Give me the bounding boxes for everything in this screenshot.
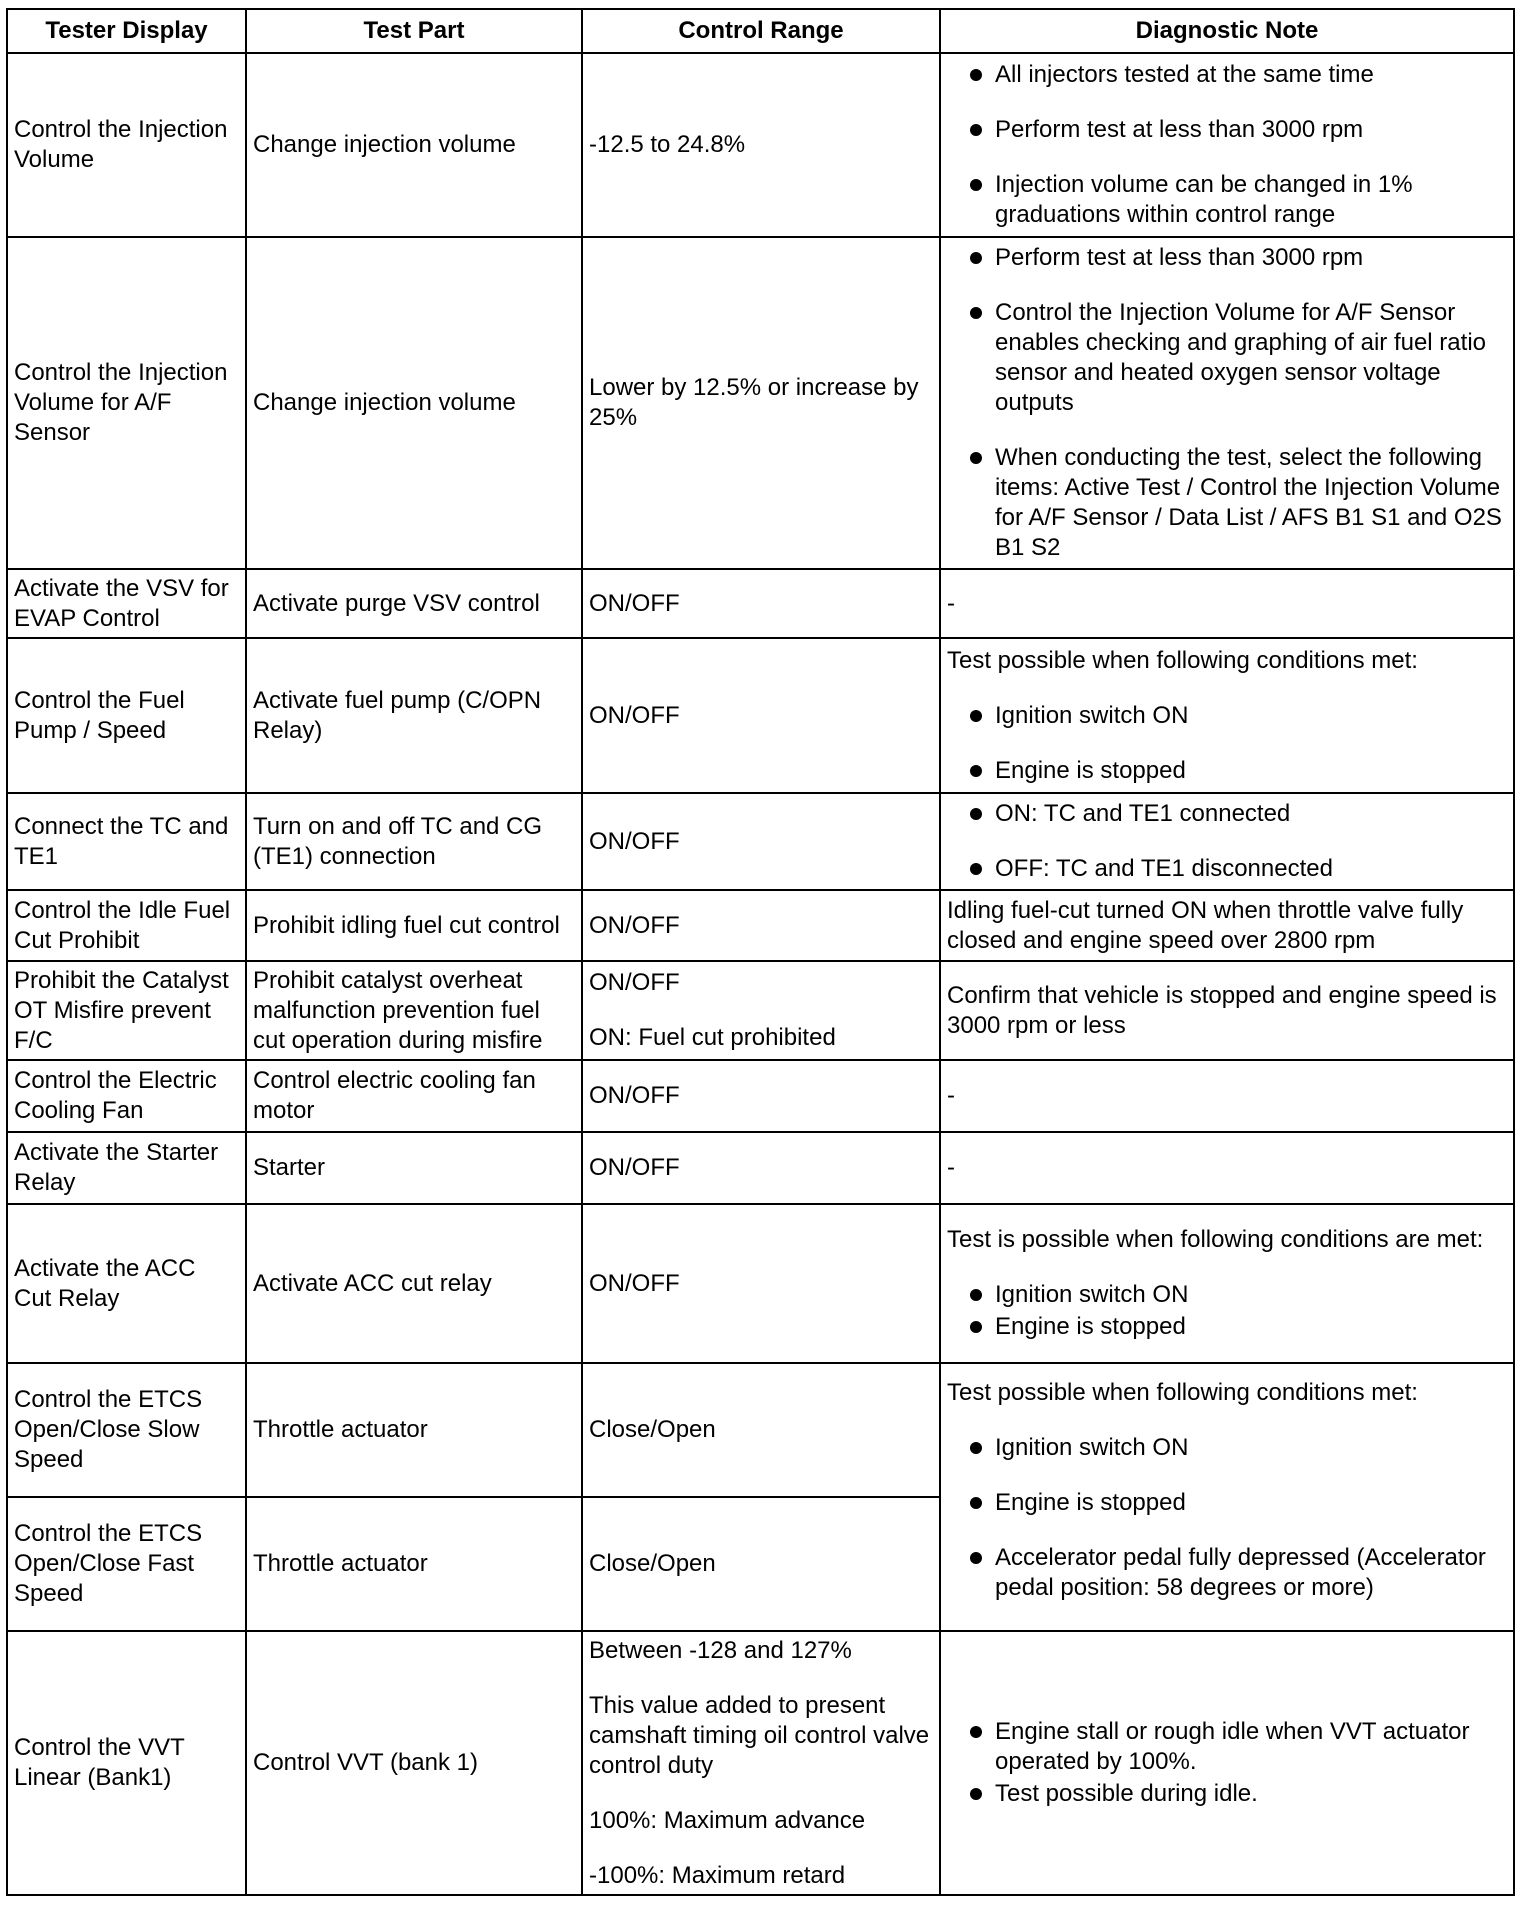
tester-display-cell: Control the Fuel Pump / Speed: [7, 638, 246, 793]
diagnostic-note-cell: [940, 1363, 1514, 1631]
note-bullet: Engine is stopped: [947, 1488, 1507, 1518]
test-part-cell: Turn on and off TC and CG (TE1) connection: [246, 793, 582, 890]
note-bullet: OFF: TC and TE1 disconnected: [947, 854, 1507, 884]
header-row: [7, 9, 1514, 53]
note-bullet: Engine stall or rough idle when VVT actuator operated by 100%.: [947, 1717, 1507, 1777]
tester-display-cell: Activate the Starter Relay: [7, 1132, 246, 1204]
note-bullet: Control the Injection Volume for A/F Sensor enables checking and graphing of air fuel ratio sensor and heated oxygen sensor voltage outputs: [947, 298, 1507, 418]
table-row: [7, 1631, 1514, 1895]
note-bullet: Engine is stopped: [947, 756, 1507, 786]
diagnostic-note-cell: [940, 569, 1514, 638]
table-row: [7, 1363, 1514, 1497]
note-bullet: All injectors tested at the same time: [947, 60, 1507, 90]
note-bullet: ON: TC and TE1 connected: [947, 799, 1507, 829]
diagnostic-note-cell: [940, 1204, 1514, 1363]
test-part-cell: Prohibit idling fuel cut control: [246, 890, 582, 961]
test-part-cell: Activate fuel pump (C/OPN Relay): [246, 638, 582, 793]
note-bullet: Ignition switch ON: [947, 1280, 1507, 1310]
header-tester-display: Tester Display: [7, 9, 246, 53]
note-bullet: Injection volume can be changed in 1% graduations within control range: [947, 170, 1507, 230]
note-bullet: Perform test at less than 3000 rpm: [947, 243, 1507, 273]
range-text: ON/OFF: [589, 911, 680, 939]
range-text: ON/OFF: [589, 969, 680, 996]
table-row: [7, 53, 1514, 237]
control-range-cell: [582, 1060, 940, 1132]
range-text: ON/OFF: [589, 1269, 680, 1297]
header-test-part: Test Part: [246, 9, 582, 53]
control-range-cell: [582, 237, 940, 569]
control-range-cell: [582, 1497, 940, 1631]
table-row: [7, 237, 1514, 569]
range-text: Lower by 12.5% or increase by 25%: [589, 374, 919, 431]
note-text: -: [947, 1154, 955, 1181]
table-row: [7, 638, 1514, 793]
tester-display-cell: Activate the VSV for EVAP Control: [7, 569, 246, 638]
note-bullet: When conducting the test, select the following items: Active Test / Control the Injection Volume for A/F Sensor / Data List / AFS B1 S1 and O2S B1 S2: [947, 443, 1507, 563]
note-bullet: Engine is stopped: [947, 1312, 1507, 1342]
range-text: ON/OFF: [589, 1154, 680, 1181]
range-text: -100%: Maximum retard: [589, 1861, 846, 1889]
table-row: [7, 1204, 1514, 1363]
test-part-cell: Throttle actuator: [246, 1497, 582, 1631]
tester-display-cell: Activate the ACC Cut Relay: [7, 1204, 246, 1363]
active-test-table: [6, 8, 1515, 1896]
tester-display-cell: Control the Injection Volume: [7, 53, 246, 237]
tester-display-cell: Control the Electric Cooling Fan: [7, 1060, 246, 1132]
control-range-cell: [582, 569, 940, 638]
range-text: ON/OFF: [589, 1082, 680, 1109]
table-row: [7, 1132, 1514, 1204]
diagnostic-note-cell: [940, 638, 1514, 793]
test-part-cell: Control electric cooling fan motor: [246, 1060, 582, 1132]
diagnostic-note-cell: [940, 1132, 1514, 1204]
diagnostic-note-cell: [940, 793, 1514, 890]
diagnostic-note-cell: [940, 1631, 1514, 1895]
tester-display-cell: Control the ETCS Open/Close Fast Speed: [7, 1497, 246, 1631]
range-text: Between -128 and 127%: [589, 1636, 852, 1664]
note-text: Confirm that vehicle is stopped and engine speed is 3000 rpm or less: [947, 981, 1497, 1039]
range-text: Close/Open: [589, 1416, 716, 1443]
control-range-cell: [582, 1631, 940, 1895]
control-range-cell: [582, 1363, 940, 1497]
note-text: Test possible when following conditions met:: [947, 646, 1418, 674]
table-row: [7, 569, 1514, 638]
diagnostic-note-cell: [940, 237, 1514, 569]
note-text: Test is possible when following conditions are met:: [947, 1226, 1484, 1253]
table-row: [7, 961, 1514, 1060]
table-row: [7, 890, 1514, 961]
range-text: ON: Fuel cut prohibited: [589, 1024, 836, 1051]
control-range-cell: [582, 1132, 940, 1204]
note-text: -: [947, 589, 955, 617]
note-bullet: Ignition switch ON: [947, 701, 1507, 731]
test-part-cell: Starter: [246, 1132, 582, 1204]
test-part-cell: Activate ACC cut relay: [246, 1204, 582, 1363]
note-text: -: [947, 1082, 955, 1109]
test-part-cell: Prohibit catalyst overheat malfunction prevention fuel cut operation during misfire: [246, 961, 582, 1060]
note-bullet: Test possible during idle.: [947, 1779, 1507, 1809]
control-range-cell: [582, 961, 940, 1060]
tester-display-cell: Control the Injection Volume for A/F Sensor: [7, 237, 246, 569]
tester-display-cell: Control the VVT Linear (Bank1): [7, 1631, 246, 1895]
test-part-cell: Control VVT (bank 1): [246, 1631, 582, 1895]
control-range-cell: [582, 793, 940, 890]
diagnostic-note-cell: [940, 961, 1514, 1060]
tester-display-cell: Control the Idle Fuel Cut Prohibit: [7, 890, 246, 961]
tester-display-cell: Control the ETCS Open/Close Slow Speed: [7, 1363, 246, 1497]
range-text: This value added to present camshaft timing oil control valve control duty: [589, 1691, 930, 1779]
test-part-cell: Change injection volume: [246, 237, 582, 569]
table-row: [7, 793, 1514, 890]
note-bullet: Accelerator pedal fully depressed (Accelerator pedal position: 58 degrees or more): [947, 1543, 1507, 1603]
tester-display-cell: Prohibit the Catalyst OT Misfire prevent F/C: [7, 961, 246, 1060]
test-part-cell: Activate purge VSV control: [246, 569, 582, 638]
range-text: 100%: Maximum advance: [589, 1806, 866, 1834]
range-text: Close/Open: [589, 1550, 716, 1577]
test-part-cell: Throttle actuator: [246, 1363, 582, 1497]
note-text: Idling fuel-cut turned ON when throttle valve fully closed and engine speed over 2800 rpm: [947, 896, 1464, 954]
table-row: [7, 1060, 1514, 1132]
header-diagnostic-note: Diagnostic Note: [940, 9, 1514, 53]
range-text: -12.5 to 24.8%: [589, 131, 746, 158]
note-text: Test possible when following conditions met:: [947, 1379, 1418, 1406]
diagnostic-note-cell: [940, 53, 1514, 237]
control-range-cell: [582, 53, 940, 237]
range-text: ON/OFF: [589, 701, 680, 729]
control-range-cell: [582, 890, 940, 961]
control-range-cell: [582, 1204, 940, 1363]
note-bullet: Ignition switch ON: [947, 1433, 1507, 1463]
control-range-cell: [582, 638, 940, 793]
test-part-cell: Change injection volume: [246, 53, 582, 237]
range-text: ON/OFF: [589, 589, 680, 617]
diagnostic-note-cell: [940, 1060, 1514, 1132]
range-text: ON/OFF: [589, 827, 680, 855]
tester-display-cell: Connect the TC and TE1: [7, 793, 246, 890]
note-bullet: Perform test at less than 3000 rpm: [947, 115, 1507, 145]
diagnostic-note-cell: [940, 890, 1514, 961]
header-control-range: Control Range: [582, 9, 940, 53]
